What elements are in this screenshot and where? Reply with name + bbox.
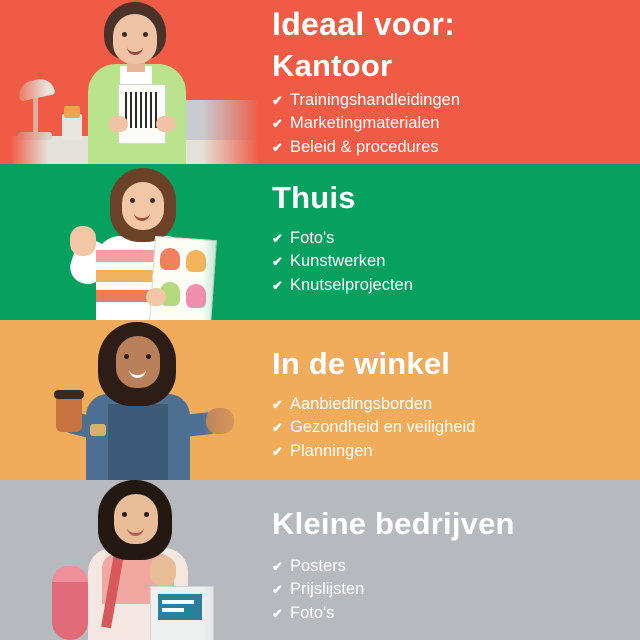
office-bullet-list bbox=[272, 89, 632, 159]
check-icon: ✔ bbox=[272, 277, 283, 293]
list-item bbox=[272, 274, 632, 297]
list-item bbox=[272, 416, 632, 439]
small-business-bullet-list bbox=[272, 555, 632, 625]
list-item bbox=[272, 393, 632, 416]
handprint-orange bbox=[160, 248, 180, 270]
bullet-text: Knutselprojecten bbox=[290, 275, 413, 294]
office-woman-eye-right bbox=[143, 32, 148, 37]
poster-title: Ideaal voor: bbox=[272, 6, 456, 42]
check-icon: ✔ bbox=[272, 582, 283, 598]
bullet-text: Kunstwerken bbox=[290, 252, 386, 271]
office-woman-hand-left bbox=[108, 116, 128, 132]
check-icon: ✔ bbox=[272, 443, 283, 459]
section-home bbox=[0, 164, 640, 320]
wristwatch-icon bbox=[90, 424, 106, 436]
business-woman-eye-right bbox=[144, 512, 149, 517]
store-woman-face bbox=[116, 336, 160, 388]
bullet-text: Posters bbox=[290, 557, 346, 575]
office-woman-hand-right bbox=[156, 116, 176, 132]
office-woman-eye-left bbox=[122, 32, 127, 37]
list-item bbox=[272, 112, 632, 135]
list-item bbox=[272, 602, 632, 625]
bullet-text: Gezondheid en veiligheid bbox=[290, 418, 476, 437]
check-icon: ✔ bbox=[272, 116, 283, 132]
home-heading: Thuis bbox=[272, 180, 356, 215]
check-icon: ✔ bbox=[272, 139, 283, 155]
bullet-text: Foto's bbox=[290, 603, 335, 622]
business-woman-face bbox=[114, 494, 158, 544]
bullet-text: Foto's bbox=[290, 229, 335, 247]
pointing-hand-icon bbox=[206, 408, 234, 434]
section-office bbox=[0, 0, 640, 164]
girl-eye-right bbox=[150, 198, 155, 203]
small-business-text-column bbox=[272, 480, 632, 640]
home-text-column bbox=[272, 164, 632, 320]
desk-lamp-icon bbox=[17, 76, 56, 101]
office-photo bbox=[0, 0, 272, 164]
business-woman-eye-left bbox=[122, 512, 127, 517]
bullet-text: Aanbiedingsborden bbox=[290, 395, 433, 413]
store-heading: In de winkel bbox=[272, 346, 451, 381]
girl-hand-holding-artwork bbox=[146, 288, 166, 306]
bullet-text: Prijslijsten bbox=[290, 580, 365, 599]
coffee-cup-icon bbox=[56, 396, 82, 432]
list-item bbox=[272, 227, 632, 250]
office-text-column bbox=[272, 0, 632, 164]
list-item bbox=[272, 440, 632, 463]
home-bullet-list bbox=[272, 227, 632, 297]
store-woman-eye-left bbox=[124, 354, 129, 359]
section-store bbox=[0, 320, 640, 480]
home-photo bbox=[0, 164, 272, 320]
barcode-graphic bbox=[125, 92, 157, 128]
store-woman-eye-right bbox=[146, 354, 151, 359]
handprint-artwork bbox=[149, 236, 217, 320]
girl-eye-left bbox=[130, 198, 135, 203]
check-icon: ✔ bbox=[272, 605, 283, 621]
check-icon: ✔ bbox=[272, 254, 283, 270]
store-woman-apron bbox=[108, 404, 168, 480]
tote-bag-label-line-1 bbox=[162, 600, 194, 604]
tote-bag-label bbox=[158, 594, 202, 620]
yoga-mat-top bbox=[52, 566, 88, 582]
office-woman-face bbox=[113, 14, 157, 64]
office-heading: Kantoor bbox=[272, 48, 393, 83]
store-photo bbox=[0, 320, 272, 480]
pencils-shape bbox=[64, 106, 80, 118]
photo-fade-left bbox=[0, 320, 48, 480]
section-small-business bbox=[0, 480, 640, 640]
list-item bbox=[272, 136, 632, 159]
list-item bbox=[272, 89, 632, 112]
coffee-cup-lid bbox=[54, 390, 84, 399]
bullet-text: Marketingmaterialen bbox=[290, 114, 440, 133]
bullet-text: Beleid & procedures bbox=[290, 137, 439, 156]
check-icon: ✔ bbox=[272, 420, 283, 436]
small-business-photo bbox=[0, 480, 272, 640]
check-icon: ✔ bbox=[272, 93, 283, 108]
tote-bag-label-line-2 bbox=[162, 608, 184, 612]
girl-face bbox=[122, 182, 164, 230]
bullet-text: Trainingshandleidingen bbox=[290, 91, 461, 109]
check-icon: ✔ bbox=[272, 397, 283, 412]
store-bullet-list bbox=[272, 393, 632, 463]
small-business-heading: Kleine bedrijven bbox=[272, 506, 515, 541]
handprint-pink bbox=[186, 284, 206, 308]
check-icon: ✔ bbox=[272, 231, 283, 246]
list-item bbox=[272, 555, 632, 578]
list-item bbox=[272, 250, 632, 273]
list-item bbox=[272, 578, 632, 601]
laptop-icon bbox=[180, 100, 264, 140]
photo-fade-left bbox=[0, 480, 48, 640]
store-text-column bbox=[272, 320, 632, 480]
thumbs-up-icon bbox=[70, 226, 96, 256]
photo-fade-left bbox=[0, 164, 48, 320]
check-icon: ✔ bbox=[272, 559, 283, 574]
bullet-text: Planningen bbox=[290, 441, 373, 460]
thumbs-up-icon bbox=[150, 556, 176, 586]
handprint-yellow bbox=[186, 250, 206, 272]
photo-fade-right bbox=[202, 320, 272, 480]
